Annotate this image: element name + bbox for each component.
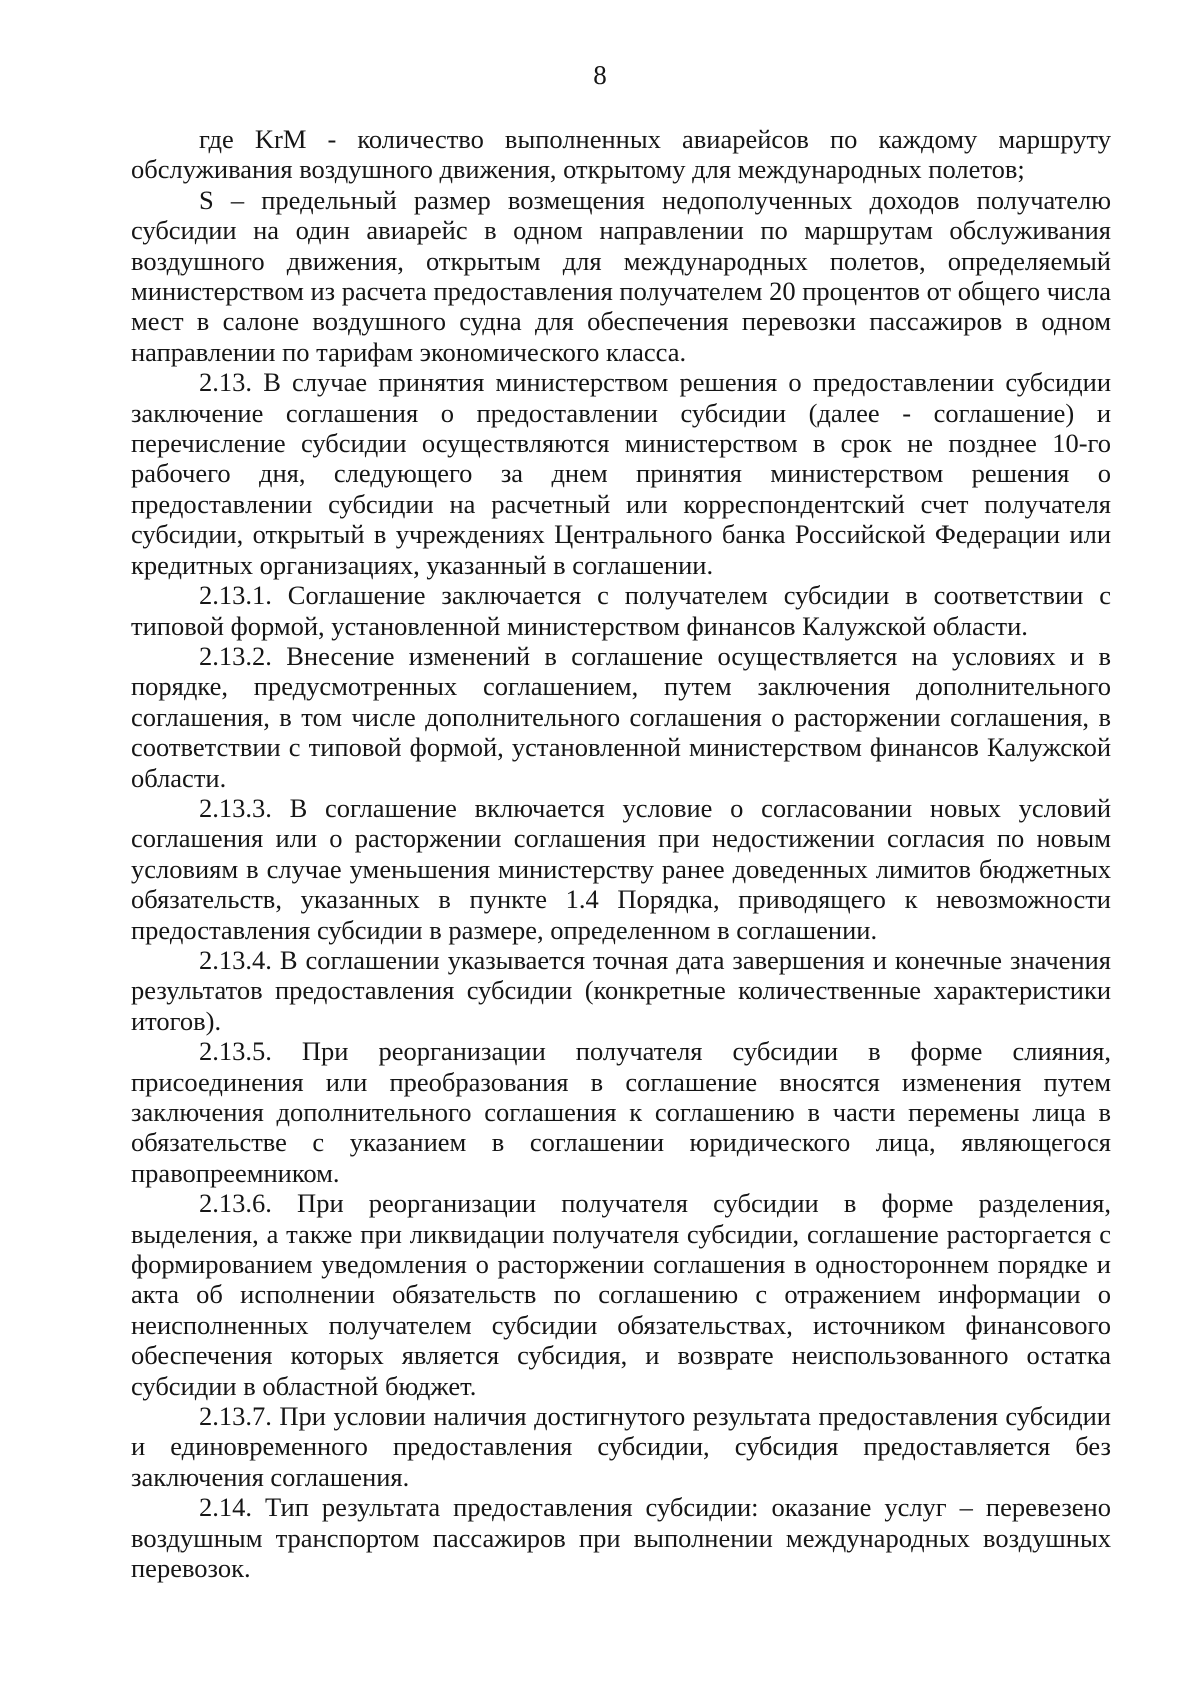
paragraph-2-13-7: 2.13.7. При условии наличия достигнутого результата предоставления субсидии и единовременного предоставления субсидии, субсидия предоставляется без заключения соглашения. [131, 1401, 1111, 1492]
paragraph-krm-definition: где KrM - количество выполненных авиарейсов по каждому маршруту обслуживания воздушного движения, открытому для международных полетов; [131, 124, 1111, 185]
page-number: 8 [593, 60, 607, 90]
paragraph-2-13-1: 2.13.1. Соглашение заключается с получателем субсидии в соответствии с типовой формой, установленной министерством финансов Калужской области. [131, 580, 1111, 641]
document-body [131, 124, 1111, 1584]
paragraph-2-13-2: 2.13.2. Внесение изменений в соглашение осуществляется на условиях и в порядке, предусмотренных соглашением, путем заключения дополнительного соглашения, в том числе дополнительного соглашения о расторжении соглашения, в соответствии с типовой формой, установленной министерством финансов Калужской области. [131, 640, 1111, 793]
paragraph-2-13-3: 2.13.3. В соглашение включается условие о согласовании новых условий соглашения или о расторжении соглашения при недостижении согласия по новым условиям в случае уменьшения министерству ранее доведенных лимитов бюджетных обязательств, указанных в пункте 1.4 Порядка, приводящего к невозможности предоставления субсидии в размере, определенном в соглашении. [131, 792, 1111, 945]
paragraph-2-13-6: 2.13.6. При реорганизации получателя субсидии в форме разделения, выделения, а также при ликвидации получателя субсидии, соглашение расторгается с формированием уведомления о расторжении соглашения в одностороннем порядке и акта об исполнении обязательств по соглашению с отражением информации о неисполненных получателем субсидии обязательствах, источником финансового обеспечения которых является субсидия, и возврате неиспользованного остатка субсидии в областной бюджет. [131, 1188, 1111, 1401]
paragraph-2-13-5: 2.13.5. При реорганизации получателя субсидии в форме слияния, присоединения или преобразования в соглашение вносятся изменения путем заключения дополнительного соглашения к соглашению в части перемены лица в обязательстве с указанием в соглашении юридического лица, являющегося правопреемником. [131, 1036, 1111, 1188]
paragraph-2-13: 2.13. В случае принятия министерством решения о предоставлении субсидии заключение соглашения о предоставлении субсидии (далее - соглашение) и перечисление субсидии осуществляются министерством в срок не позднее 10-го рабочего дня, следующего за днем принятия министерством решения о предоставлении субсидии на расчетный или корреспондентский счет получателя субсидии, открытый в учреждениях Центрального банка Российской Федерации или кредитных организациях, указанный в соглашении. [131, 367, 1111, 580]
paragraph-2-13-4: 2.13.4. В соглашении указывается точная дата завершения и конечные значения результатов предоставления субсидии (конкретные количественные характеристики итогов). [131, 944, 1111, 1036]
paragraph-s-definition: S – предельный размер возмещения недополученных доходов получателю субсидии на один авиарейс в одном направлении по маршрутам обслуживания воздушного движения, открытым для международных полетов, определяемый министерством из расчета предоставления получателем 20 процентов от общего числа мест в салоне воздушного судна для обеспечения перевозки пассажиров в одном направлении по тарифам экономического класса. [131, 184, 1111, 367]
paragraph-2-14: 2.14. Тип результата предоставления субсидии: оказание услуг – перевезено воздушным транспортом пассажиров при выполнении международных воздушных перевозок. [131, 1492, 1111, 1584]
